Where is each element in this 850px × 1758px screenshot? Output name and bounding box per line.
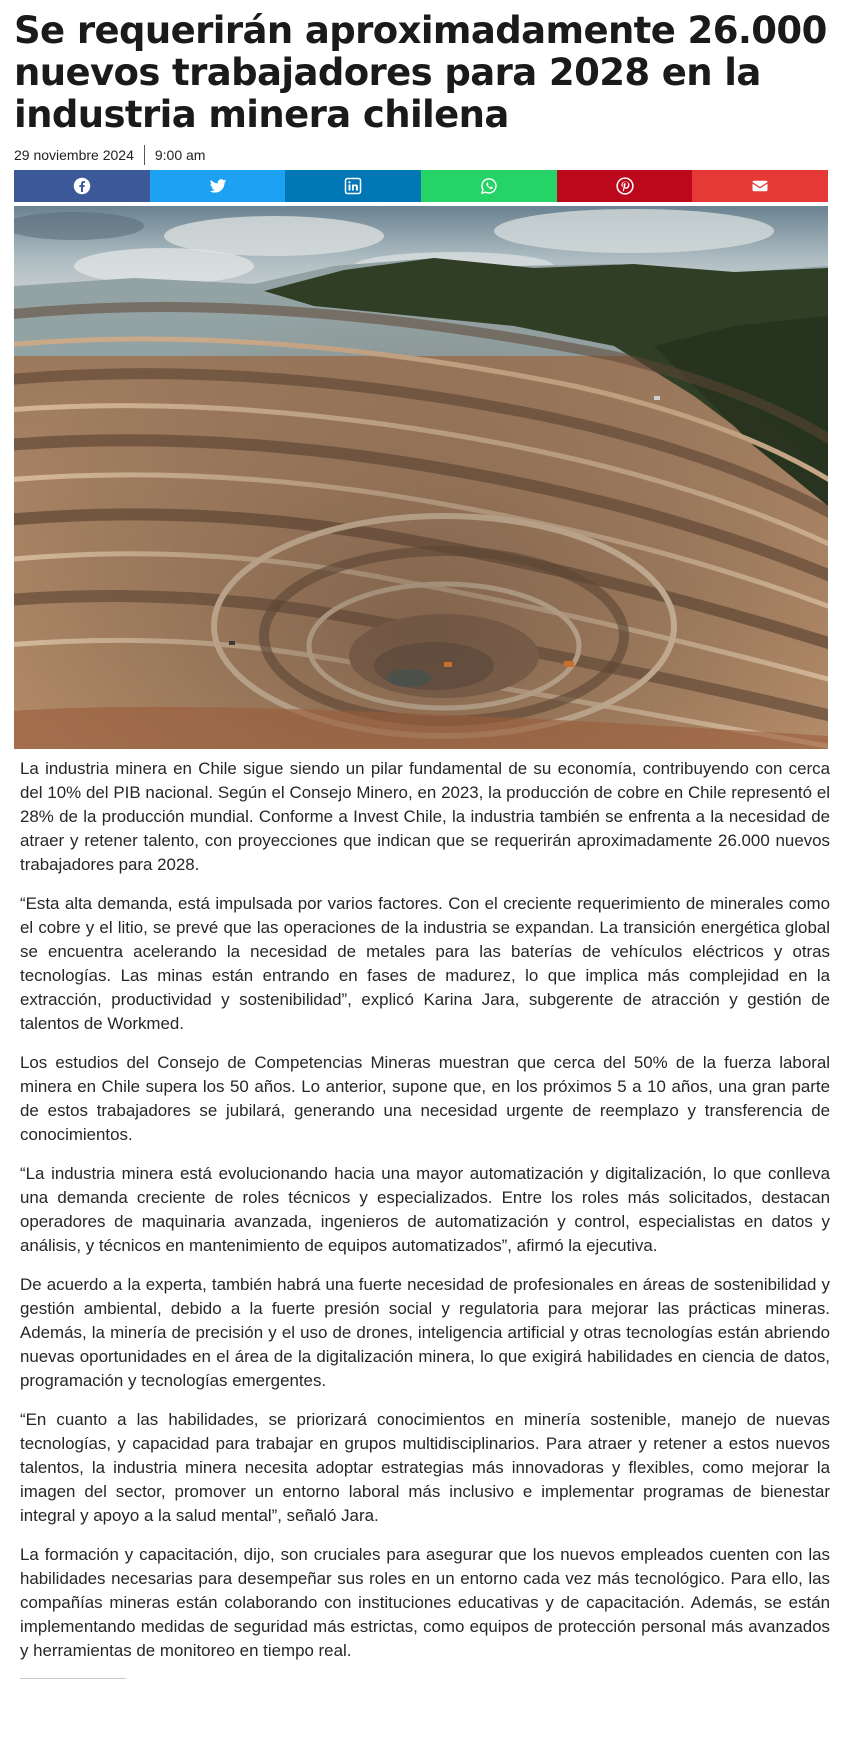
- pinterest-icon: [616, 177, 634, 195]
- article-meta: [14, 145, 836, 165]
- paragraph: De acuerdo a la experta, también habrá una fuerte necesidad de profesionales en áreas de sostenibilidad y gestión ambiental, debido a la fuerte presión social y regulatoria para mejorar las prácticas mineras. Además, la minería de precisión y el uso de drones, inteligencia artificial y otras tecnologías están abriendo nuevas oportunidades en el área de la digitalización minera, lo que exigirá habilidades en ciencia de datos, programación y tecnologías emergentes.: [20, 1275, 830, 1390]
- whatsapp-icon: [480, 177, 498, 195]
- open-pit-mine-image: [14, 206, 828, 749]
- linkedin-icon: [344, 177, 362, 195]
- paragraph: Los estudios del Consejo de Competencias Mineras muestran que cerca del 50% de la fuerza laboral minera en Chile supera los 50 años. Lo anterior, supone que, en los próximos 5 a 10 años, una gran parte de estos trabajadores se jubilará, generando una necesidad urgente de reemplazo y transferencia de conocimientos.: [20, 1053, 830, 1144]
- paragraph: “Esta alta demanda, está impulsada por varios factores. Con el creciente requerimiento de minerales como el cobre y el litio, se prevé que las operaciones de la industria se expandan. La transición energética global se encuentra acelerando la necesidad de metales para las baterías de vehículos eléctricos y otras tecnologías. Las minas están entrando en fases de madurez, lo que implica más complejidad en la extracción, productividad y sostenibilidad”, explicó Karina Jara, subgerente de atracción y gestión de talentos de Workmed.: [20, 894, 830, 1033]
- article-end-divider: [20, 1678, 126, 1679]
- paragraph: “En cuanto a las habilidades, se priorizará conocimientos en minería sostenible, manejo de nuevas tecnologías, y capacidad para trabajar en grupos multidisciplinarios. Para atraer y retener a estos nuevos talentos, la industria minera necesita adoptar estrategias más innovadoras y flexibles, como mejorar la imagen del sector, promover un entorno laboral más inclusivo e implementar programas de bienestar integral y apoyo a la salud mental”, señaló Jara.: [20, 1410, 830, 1525]
- share-linkedin-button[interactable]: [285, 170, 421, 202]
- paragraph: La formación y capacitación, dijo, son cruciales para asegurar que los nuevos empleados cuenten con las habilidades necesarias para desempeñar sus roles en un entorno cada vez más tecnológico. Para ello, las compañías mineras están colaborando con instituciones educativas y de capacitación. Además, se están implementando medidas de seguridad más estrictas, como equipos de protección personal más avanzados y herramientas de monitoreo en tiempo real.: [20, 1545, 830, 1660]
- facebook-icon: [73, 177, 91, 195]
- twitter-icon: [209, 177, 227, 195]
- share-email-button[interactable]: [692, 170, 828, 202]
- share-bar: [14, 170, 828, 202]
- share-facebook-button[interactable]: [14, 170, 150, 202]
- share-pinterest-button[interactable]: [557, 170, 693, 202]
- share-twitter-button[interactable]: [150, 170, 286, 202]
- share-whatsapp-button[interactable]: [421, 170, 557, 202]
- publish-date: 29 noviembre 2024: [14, 147, 134, 163]
- meta-divider: [144, 145, 145, 165]
- email-icon: [751, 177, 769, 195]
- paragraph: La industria minera en Chile sigue siendo un pilar fundamental de su economía, contribuyendo con cerca del 10% del PIB nacional. Según el Consejo Minero, en 2023, la producción de cobre en Chile representó el 28% de la producción mundial. Conforme a Invest Chile, la industria también se enfrenta a la necesidad de atraer y retener talento, con proyecciones que indican que se requerirán aproximadamente 26.000 nuevos trabajadores para 2028.: [20, 759, 830, 874]
- publish-time: 9:00 am: [154, 147, 206, 163]
- paragraph: “La industria minera está evolucionando hacia una mayor automatización y digitalización, lo que conlleva una demanda creciente de roles técnicos y especializados. Entre los roles más solicitados, destacan operadores de maquinaria avanzada, ingenieros de automatización y control, especialistas en datos y análisis, y técnicos en mantenimiento de equipos automatizados”, afirmó la ejecutiva.: [20, 1164, 830, 1255]
- article-body: [14, 749, 836, 1663]
- article-title: Se requerirán aproximadamente 26.000 nuevos trabajadores para 2028 en la industria minera chilena: [14, 9, 827, 136]
